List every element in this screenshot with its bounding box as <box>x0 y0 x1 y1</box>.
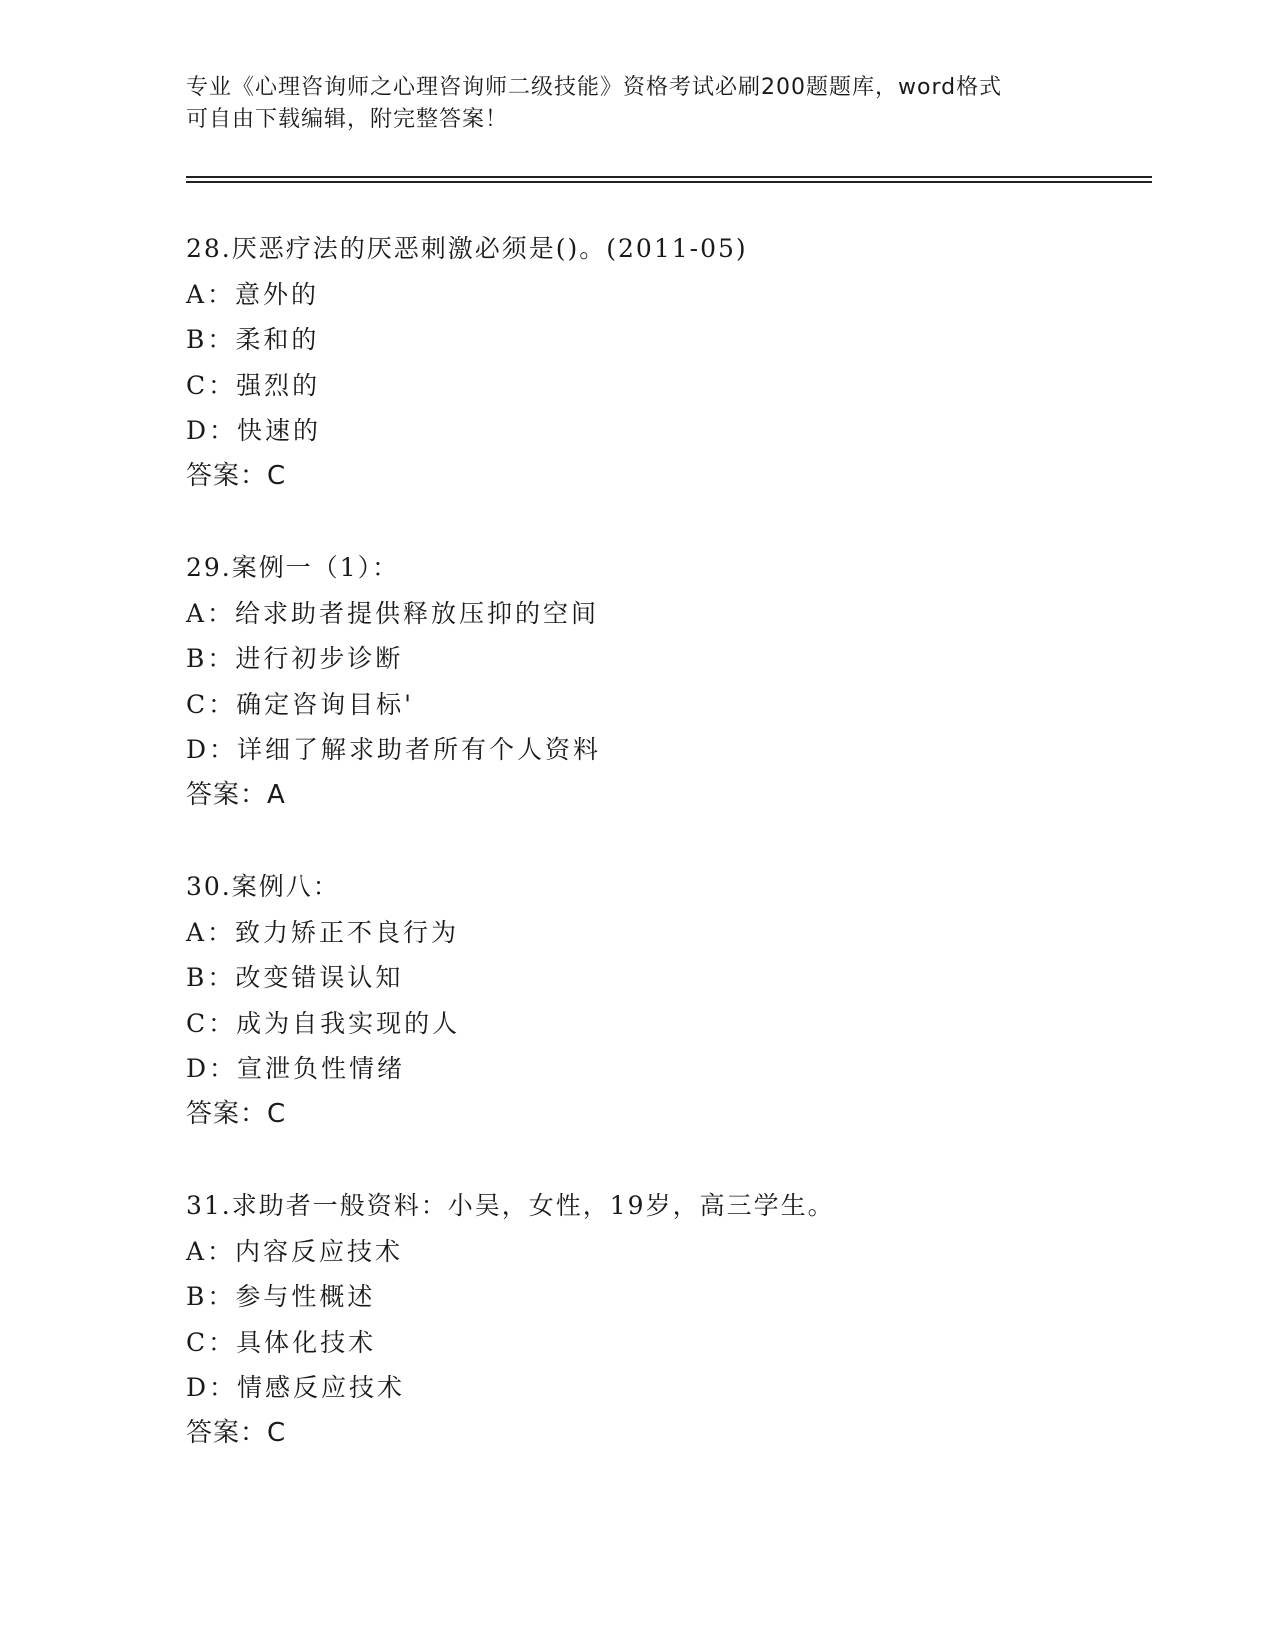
question-title: 28.厌恶疗法的厌恶刺激必须是()。(2011-05) <box>186 234 748 263</box>
option-b: B：参与性概述 <box>186 1282 376 1311</box>
option-a: A：意外的 <box>186 279 320 309</box>
option-b: B：柔和的 <box>186 325 320 354</box>
header-line-2: 可自由下载编辑，附完整答案！ <box>186 107 509 132</box>
option-d: D：快速的 <box>186 416 322 445</box>
option-c: C：确定咨询目标' <box>186 689 415 719</box>
question-29 <box>186 545 1146 818</box>
option-d: D：详细了解求助者所有个人资料 <box>186 735 602 764</box>
option-c: C：具体化技术 <box>186 1327 377 1357</box>
option-c: C：强烈的 <box>186 370 321 400</box>
option-b: B：改变错误认知 <box>186 963 404 992</box>
header-line-1: 专业《心理咨询师之心理咨询师二级技能》资格考试必刷200题题库，word格式 <box>186 75 1003 100</box>
question-title: 31.求助者一般资料：小吴，女性，19岁，高三学生。 <box>186 1191 835 1220</box>
answer-label: 答案：C <box>186 1417 287 1448</box>
option-a: A：给求助者提供释放压抑的空间 <box>186 598 600 628</box>
option-b: B：进行初步诊断 <box>186 644 404 673</box>
answer-label: 答案：C <box>186 460 287 491</box>
question-30 <box>186 864 1146 1137</box>
option-a: A：致力矫正不良行为 <box>186 917 460 947</box>
question-28 <box>186 226 1146 499</box>
option-d: D：情感反应技术 <box>186 1373 406 1402</box>
answer-label: 答案：C <box>186 1098 287 1129</box>
document-header <box>186 72 1086 136</box>
header-divider-top <box>186 176 1152 178</box>
answer-label: 答案：A <box>186 779 286 810</box>
option-d: D：宣泄负性情绪 <box>186 1054 406 1083</box>
option-c: C：成为自我实现的人 <box>186 1008 461 1038</box>
question-title: 29.案例一（1）： <box>186 553 400 582</box>
option-a: A：内容反应技术 <box>186 1236 404 1266</box>
question-title: 30.案例八： <box>186 872 340 901</box>
header-divider-bottom <box>186 181 1152 183</box>
question-31 <box>186 1183 1146 1456</box>
